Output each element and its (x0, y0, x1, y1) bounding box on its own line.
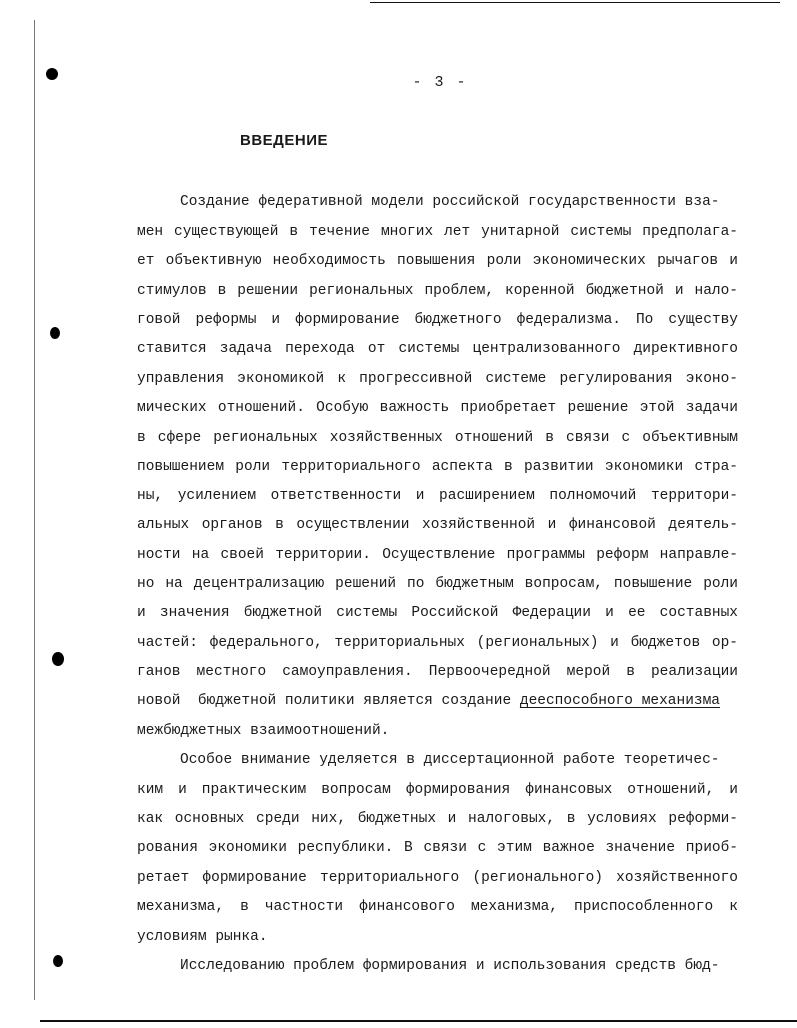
text-line: ставится задача перехода от системы централизованного директивного (137, 341, 738, 357)
text-line: Особое внимание уделяется в диссертационной работе теоретичес- (180, 752, 720, 768)
top-scan-line (370, 2, 780, 3)
text-line: условиям рынка. (137, 929, 268, 945)
text-line: рования экономики республики. В связи с этим важное значение приоб- (137, 840, 738, 856)
text-line: Исследованию проблем формирования и использования средств бюд- (180, 958, 720, 974)
bottom-scan-line (40, 1020, 797, 1022)
punch-hole-1 (46, 68, 58, 80)
text-line: и значения бюджетной системы Российской Федерации и ее составных (137, 605, 738, 621)
text-line: Создание федеративной модели российской государственности вза- (180, 194, 720, 210)
text-line: ет объективную необходимость повышения роли экономических рычагов и (137, 253, 738, 269)
page-number: - 3 - (412, 74, 468, 91)
text-line: межбюджетных взаимоотношений. (137, 723, 390, 739)
punch-hole-3 (52, 652, 64, 666)
text-line: ности на своей территории. Осуществление программы реформ направле- (137, 547, 738, 563)
text-line (137, 691, 738, 711)
text-line: частей: федерального, территориальных (региональных) и бюджетов ор- (137, 635, 738, 651)
text-line: ретает формирование территориального (регионального) хозяйственного (137, 870, 738, 886)
text-line: говой реформы и формирование бюджетного федерализма. По существу (137, 312, 738, 328)
text-line: мических отношений. Особую важность приобретает решение этой задачи (137, 400, 738, 416)
text-line: механизма, в частности финансового механизма, приспособленного к (137, 899, 738, 915)
text-line: управления экономикой к прогрессивной системе регулирования эконо- (137, 371, 738, 387)
text-line: ны, усилением ответственности и расширением полномочий территори- (137, 488, 738, 504)
text-line: ганов местного самоуправления. Первоочередной мерой в реализации (137, 664, 738, 680)
text-line: стимулов в решении региональных проблем, коренной бюджетной и нало- (137, 283, 738, 299)
punch-hole-4 (53, 955, 63, 967)
section-heading: ВВЕДЕНИЕ (240, 132, 328, 149)
punch-hole-2 (50, 327, 60, 339)
text-line-start: новой бюджетной политики является создание (137, 693, 520, 709)
underlined-phrase: дееспособного механизма (519, 693, 721, 709)
text-line: мен существующей в течение многих лет унитарной системы предполага- (137, 224, 738, 240)
left-margin-line (34, 20, 35, 1000)
text-line: ким и практическим вопросам формирования финансовых отношений, и (137, 782, 738, 798)
text-line: повышением роли территориального аспекта в развитии экономики стра- (137, 459, 738, 475)
text-line: в сфере региональных хозяйственных отношений в связи с объективным (137, 430, 738, 446)
text-line: как основных среди них, бюджетных и налоговых, в условиях реформи- (137, 811, 738, 827)
text-line: но на децентрализацию решений по бюджетным вопросам, повышение роли (137, 576, 738, 592)
text-line: альных органов в осуществлении хозяйственной и финансовой деятель- (137, 517, 738, 533)
